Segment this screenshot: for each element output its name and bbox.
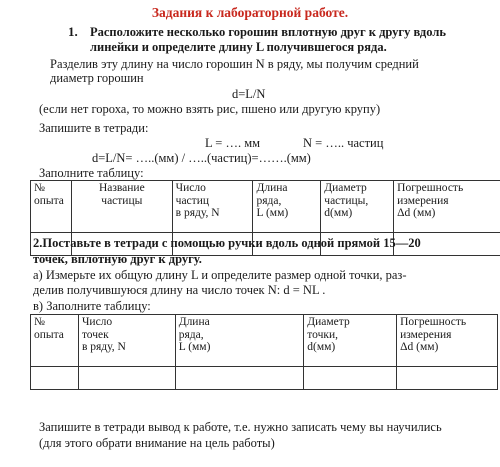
table-cell[interactable] — [304, 367, 397, 390]
task1-number: 1. — [68, 24, 78, 39]
table-cell[interactable] — [31, 367, 79, 390]
task1-fill-label: Заполните таблицу: — [39, 166, 144, 180]
table-cell[interactable] — [397, 367, 498, 390]
task1-heading-line1: Расположите несколько горошин вплотную друг к другу вдоль — [90, 25, 446, 39]
table-header-cell: № опыта — [31, 181, 72, 233]
task1-note: (если нет гороха, то можно взять рис, пшено или другую крупу) — [39, 102, 381, 116]
task2-step-a-line1: а) Измерьте их общую длину L и определите размер одной точки, раз- — [33, 268, 407, 282]
table-header-cell: Погрешность измерения Δd (мм) — [394, 181, 500, 233]
table-header-cell: Длина ряда, L (мм) — [175, 315, 304, 367]
conclusion-line1: Запишите в тетради вывод к работе, т.е. нужно записать чему вы научились — [39, 420, 442, 434]
task2-heading-line2: точек, вплотную друг к другу. — [33, 252, 202, 266]
table-header-cell: Диаметр частицы, d(мм) — [321, 181, 394, 233]
table-cell[interactable] — [175, 367, 304, 390]
task2-heading-line1: 2.Поставьте в тетради с помощью ручки вдоль одной прямой 15—20 — [33, 236, 421, 250]
task1-description-line1: Разделив эту длину на число горошин N в ряду, мы получим средний — [50, 57, 419, 71]
task1-line-L: L = …. мм — [205, 136, 261, 150]
table-header-cell: Название частицы — [71, 181, 172, 233]
page-title: Задания к лабораторной работе. — [151, 5, 349, 20]
table-row — [31, 367, 498, 390]
conclusion-line2: (для этого обрати внимание на цель работы) — [39, 436, 275, 450]
task2-table-header-row — [31, 315, 498, 367]
table-header-cell: Погрешность измерения Δd (мм) — [397, 315, 498, 367]
task1-description-line2: диаметр горошин — [50, 71, 144, 85]
table-header-cell: Диаметр точки, d(мм) — [304, 315, 397, 367]
task2-step-b: в) Заполните таблицу: — [33, 299, 151, 313]
table-cell[interactable] — [78, 367, 175, 390]
task1-write-label: Запишите в тетради: — [39, 121, 149, 135]
table-header-cell: Число точек в ряду, N — [78, 315, 175, 367]
table-header-cell: Длина ряда, L (мм) — [253, 181, 321, 233]
task1-line-d: d=L/N= …..(мм) / …..(частиц)=…….(мм) — [92, 151, 311, 165]
task1-formula: d=L/N — [232, 87, 266, 101]
task1-table-header-row — [31, 181, 500, 233]
table-header-cell: № опыта — [31, 315, 79, 367]
task1-heading-line2: линейки и определите длину L получившегося ряда. — [90, 40, 387, 54]
task1-line-N: N = ….. частиц — [303, 136, 384, 150]
task2-table — [30, 314, 498, 390]
task2-step-a-line2: делив получившуюся длину на число точек N: d = NL . — [33, 283, 326, 297]
table-header-cell: Число частиц в ряду, N — [172, 181, 253, 233]
